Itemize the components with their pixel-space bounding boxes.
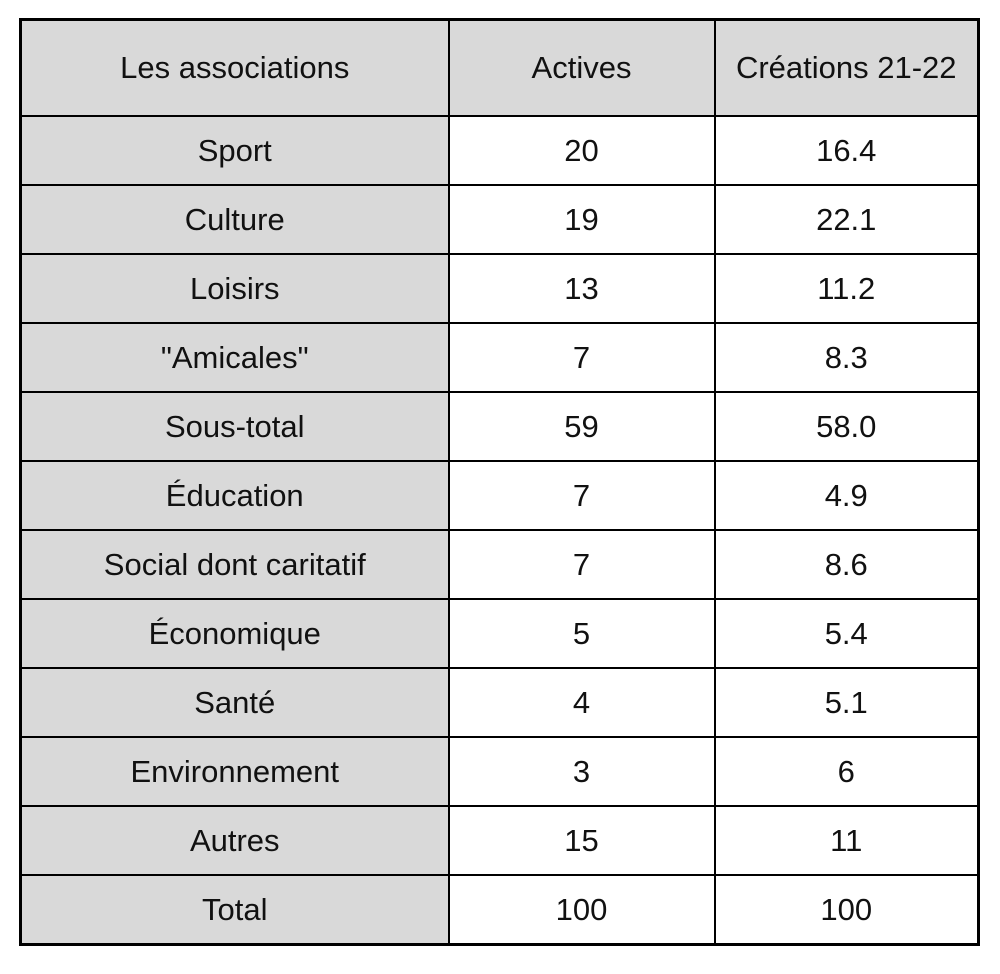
associations-table [19,18,980,946]
table-row [21,392,979,461]
table-row [21,875,979,945]
header-row [21,20,979,117]
table-row [21,806,979,875]
table-row [21,461,979,530]
header-actives: Actives [449,20,715,117]
actives-value: 4 [449,668,715,737]
row-label: Social dont caritatif [21,530,449,599]
table-row [21,323,979,392]
table-body [21,116,979,945]
actives-value: 3 [449,737,715,806]
row-label: "Amicales" [21,323,449,392]
row-label: Total [21,875,449,945]
row-label: Autres [21,806,449,875]
row-label: Environnement [21,737,449,806]
row-label: Santé [21,668,449,737]
table-row [21,737,979,806]
creations-value: 11 [715,806,979,875]
creations-value: 100 [715,875,979,945]
creations-value: 6 [715,737,979,806]
creations-value: 22.1 [715,185,979,254]
creations-value: 16.4 [715,116,979,185]
actives-value: 20 [449,116,715,185]
actives-value: 100 [449,875,715,945]
row-label: Économique [21,599,449,668]
creations-value: 8.6 [715,530,979,599]
header-creations: Créations 21-22 [715,20,979,117]
actives-value: 7 [449,530,715,599]
creations-value: 5.1 [715,668,979,737]
creations-value: 5.4 [715,599,979,668]
table-row [21,530,979,599]
table-row [21,599,979,668]
header-associations: Les associations [21,20,449,117]
row-label: Éducation [21,461,449,530]
actives-value: 5 [449,599,715,668]
row-label: Culture [21,185,449,254]
actives-value: 13 [449,254,715,323]
actives-value: 7 [449,323,715,392]
creations-value: 58.0 [715,392,979,461]
table-row [21,668,979,737]
table-row [21,185,979,254]
row-label: Sport [21,116,449,185]
actives-value: 59 [449,392,715,461]
table-header [21,20,979,117]
row-label: Sous-total [21,392,449,461]
table-row [21,116,979,185]
table-row [21,254,979,323]
creations-value: 11.2 [715,254,979,323]
actives-value: 7 [449,461,715,530]
actives-value: 15 [449,806,715,875]
creations-value: 4.9 [715,461,979,530]
creations-value: 8.3 [715,323,979,392]
row-label: Loisirs [21,254,449,323]
actives-value: 19 [449,185,715,254]
